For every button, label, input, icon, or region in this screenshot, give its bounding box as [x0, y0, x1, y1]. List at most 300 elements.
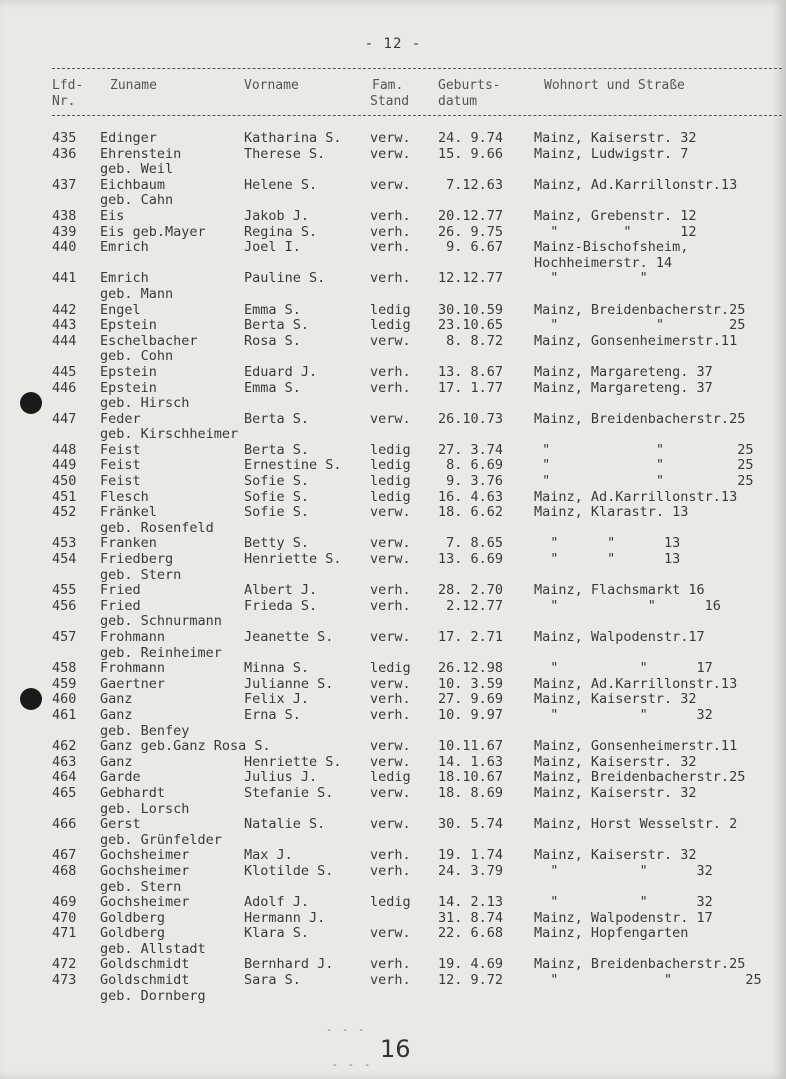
- record-number: 469: [52, 894, 77, 911]
- record-address: Mainz, Horst Wesselstr. 2: [534, 816, 738, 833]
- record-surname: Feist: [100, 457, 141, 474]
- record-surname: geb. Stern: [100, 566, 182, 583]
- record-surname: Ganz: [100, 753, 133, 770]
- record-status: verw.: [370, 145, 411, 162]
- record-status: verh.: [370, 207, 411, 224]
- list-item: [0, 833, 786, 849]
- record-birthdate: 14. 1.63: [438, 753, 504, 770]
- record-surname: Ehrenstein: [100, 145, 182, 162]
- record-surname: Goldberg: [100, 925, 166, 942]
- header-rule-top: [52, 68, 782, 69]
- record-surname: Feder: [100, 410, 141, 427]
- record-birthdate: 16. 4.63: [438, 488, 504, 505]
- record-birthdate: 8. 6.69: [438, 457, 504, 474]
- record-firstname: Rosa S.: [244, 332, 301, 349]
- record-address: Mainz, Breidenbacherstr.25: [534, 769, 746, 786]
- record-surname: Emrich: [100, 239, 149, 256]
- record-surname: geb. Hirsch: [100, 395, 190, 412]
- record-status: verh.: [370, 582, 411, 599]
- list-item: [0, 147, 786, 163]
- header-lfd: Lfd-: [52, 78, 84, 93]
- record-firstname: Albert J.: [244, 582, 318, 599]
- record-firstname: Julianne S.: [244, 675, 334, 692]
- record-surname: geb. Rosenfeld: [100, 519, 214, 536]
- record-firstname: Berta S.: [244, 441, 310, 458]
- record-surname: Epstein: [100, 317, 157, 334]
- record-birthdate: 15. 9.66: [438, 145, 504, 162]
- record-birthdate: 9. 6.67: [438, 239, 504, 256]
- list-item: [0, 739, 786, 755]
- record-birthdate: 18.10.67: [438, 769, 504, 786]
- record-birthdate: 19. 4.69: [438, 956, 504, 973]
- record-address: Mainz, Hopfengarten: [534, 925, 689, 942]
- record-firstname: Berta S.: [244, 410, 310, 427]
- record-address: Mainz, Ad.Karrillonstr.13: [534, 176, 738, 193]
- list-item: [0, 599, 786, 615]
- list-item: [0, 396, 786, 412]
- record-surname: Eis: [100, 207, 125, 224]
- record-address: Mainz, Breidenbacherstr.25: [534, 301, 746, 318]
- record-firstname: Therese S.: [244, 145, 326, 162]
- list-item: [0, 178, 786, 194]
- record-surname: Gochsheimer: [100, 894, 190, 911]
- list-item: [0, 412, 786, 428]
- punch-hole: [20, 688, 42, 710]
- record-status: verw.: [370, 629, 411, 645]
- record-surname: Garde: [100, 769, 141, 786]
- record-surname: Goldberg: [100, 909, 166, 926]
- list-item: [0, 692, 786, 708]
- record-address: " " 13: [534, 551, 681, 568]
- list-item: [0, 942, 786, 958]
- record-birthdate: 13. 6.69: [438, 551, 504, 568]
- record-surname: geb. Cahn: [100, 192, 174, 209]
- record-firstname: Max J.: [244, 847, 293, 864]
- record-birthdate: 18. 6.62: [438, 504, 504, 521]
- record-number: 459: [52, 675, 77, 692]
- footer-mark: - - -: [326, 1025, 367, 1036]
- record-firstname: Frieda S.: [244, 597, 318, 614]
- record-firstname: Pauline S.: [244, 270, 326, 287]
- record-address: " " 25: [534, 473, 754, 490]
- list-item: [0, 989, 786, 1005]
- record-address: " " 25: [534, 972, 762, 989]
- list-item: [0, 770, 786, 786]
- record-number: 438: [52, 207, 77, 224]
- record-number: 460: [52, 691, 77, 708]
- record-firstname: Sofie S.: [244, 504, 310, 521]
- list-item: [0, 895, 786, 911]
- record-number: 462: [52, 738, 77, 755]
- record-number: 442: [52, 301, 77, 318]
- record-number: 464: [52, 769, 77, 786]
- record-surname: geb. Schnurmann: [100, 613, 222, 630]
- list-item: [0, 848, 786, 864]
- record-address: Mainz, Ad.Karrillonstr.13: [534, 488, 738, 505]
- record-number: 467: [52, 847, 77, 864]
- record-firstname: Eduard J.: [244, 363, 318, 380]
- record-firstname: Jeanette S.: [244, 629, 334, 645]
- record-address: " " 32: [534, 894, 713, 911]
- record-number: 463: [52, 753, 77, 770]
- record-surname: Epstein: [100, 363, 157, 380]
- list-item: [0, 708, 786, 724]
- record-birthdate: 17. 2.71: [438, 629, 504, 645]
- record-birthdate: 31. 8.74: [438, 909, 504, 926]
- record-firstname: Felix J.: [244, 691, 310, 708]
- header-geb-1: Geburts-: [438, 78, 501, 93]
- record-birthdate: 27. 3.74: [438, 441, 504, 458]
- record-status: verw.: [370, 535, 411, 552]
- record-surname: geb. Grünfelder: [100, 831, 222, 848]
- record-surname: Fränkel: [100, 504, 157, 521]
- record-firstname: Regina S.: [244, 223, 318, 240]
- record-firstname: Klotilde S.: [244, 862, 334, 879]
- record-address: Mainz, Gonsenheimerstr.11: [534, 738, 738, 755]
- list-item: [0, 864, 786, 880]
- record-birthdate: 10. 3.59: [438, 675, 504, 692]
- record-firstname: Henriette S.: [244, 551, 342, 568]
- record-status: ledig: [370, 441, 411, 458]
- record-status: ledig: [370, 317, 411, 334]
- record-birthdate: 26. 9.75: [438, 223, 504, 240]
- record-firstname: Hermann J.: [244, 909, 326, 926]
- record-surname: Engel: [100, 301, 141, 318]
- record-surname: Gebhardt: [100, 784, 166, 801]
- record-number: 443: [52, 317, 77, 334]
- record-number: 435: [52, 130, 77, 146]
- record-address: " " 13: [534, 535, 681, 552]
- record-firstname: Betty S.: [244, 535, 310, 552]
- list-item: [0, 802, 786, 818]
- record-firstname: Klara S.: [244, 925, 310, 942]
- record-firstname: Jakob J.: [244, 207, 310, 224]
- record-birthdate: 23.10.65: [438, 317, 504, 334]
- list-item: [0, 957, 786, 973]
- record-number: 465: [52, 784, 77, 801]
- record-number: 439: [52, 223, 77, 240]
- record-firstname: Helene S.: [244, 176, 318, 193]
- list-item: [0, 318, 786, 334]
- record-number: 452: [52, 504, 77, 521]
- record-firstname: Julius J.: [244, 769, 318, 786]
- record-status: ledig: [370, 769, 411, 786]
- record-firstname: Natalie S.: [244, 816, 326, 833]
- list-item: [0, 786, 786, 802]
- list-item: [0, 505, 786, 521]
- record-firstname: Stefanie S.: [244, 784, 334, 801]
- record-number: 468: [52, 862, 77, 879]
- record-address: " " 25: [534, 317, 746, 334]
- list-item: [0, 225, 786, 241]
- list-item: [0, 973, 786, 989]
- record-firstname: Joel I.: [244, 239, 301, 256]
- record-address: " " 25: [534, 457, 754, 474]
- record-status: ledig: [370, 473, 411, 490]
- record-number: 454: [52, 551, 77, 568]
- record-number: 449: [52, 457, 77, 474]
- record-status: verw.: [370, 675, 411, 692]
- record-surname: Flesch: [100, 488, 149, 505]
- record-number: 456: [52, 597, 77, 614]
- header-wohnort: Wohnort und Straße: [544, 78, 685, 93]
- record-birthdate: 12. 9.72: [438, 972, 504, 989]
- header-rule-bottom: [52, 115, 782, 116]
- record-firstname: Sofie S.: [244, 488, 310, 505]
- record-number: 453: [52, 535, 77, 552]
- list-item: [0, 271, 786, 287]
- record-address: " " 12: [534, 223, 697, 240]
- record-status: verh.: [370, 597, 411, 614]
- record-firstname: Bernhard J.: [244, 956, 334, 973]
- record-birthdate: 30.10.59: [438, 301, 504, 318]
- record-firstname: Sara S.: [244, 972, 301, 989]
- list-item: [0, 365, 786, 381]
- record-number: 473: [52, 972, 77, 989]
- record-status: verw.: [370, 410, 411, 427]
- record-address: Mainz, Margareteng. 37: [534, 363, 713, 380]
- record-surname: Frohmann: [100, 629, 166, 645]
- record-surname: geb. Mann: [100, 285, 174, 302]
- list-item: [0, 568, 786, 584]
- record-address: Mainz, Kaiserstr. 32: [534, 784, 697, 801]
- record-surname: Epstein: [100, 379, 157, 396]
- record-firstname: Henriette S.: [244, 753, 342, 770]
- record-number: 441: [52, 270, 77, 287]
- record-status: verh.: [370, 847, 411, 864]
- list-item: [0, 162, 786, 178]
- record-number: 455: [52, 582, 77, 599]
- record-address: Mainz, Breidenbacherstr.25: [534, 956, 746, 973]
- list-item: [0, 349, 786, 365]
- list-item: [0, 880, 786, 896]
- record-birthdate: 9. 3.76: [438, 473, 504, 490]
- record-birthdate: 24. 9.74: [438, 130, 504, 146]
- record-status: verw.: [370, 130, 411, 146]
- record-status: verh.: [370, 379, 411, 396]
- record-surname: Eichbaum: [100, 176, 166, 193]
- record-address: Mainz, Klarastr. 13: [534, 504, 689, 521]
- record-surname: geb. Lorsch: [100, 800, 190, 817]
- record-address: Mainz, Margareteng. 37: [534, 379, 713, 396]
- record-surname: Goldschmidt: [100, 956, 190, 973]
- record-number: 457: [52, 629, 77, 645]
- list-item: [0, 458, 786, 474]
- record-surname: Ganz: [100, 706, 133, 723]
- record-birthdate: 7.12.63: [438, 176, 504, 193]
- page-number: - 12 -: [364, 36, 422, 52]
- record-address: " " 16: [534, 597, 721, 614]
- punch-hole: [20, 392, 42, 414]
- record-birthdate: 10.11.67: [438, 738, 504, 755]
- record-status: ledig: [370, 894, 411, 911]
- list-item: [0, 193, 786, 209]
- record-surname: Feist: [100, 473, 141, 490]
- record-address: Mainz, Kaiserstr. 32: [534, 130, 697, 146]
- record-status: verh.: [370, 956, 411, 973]
- record-surname: Goldschmidt: [100, 972, 190, 989]
- record-status: verh.: [370, 239, 411, 256]
- record-birthdate: 28. 2.70: [438, 582, 504, 599]
- list-item: [0, 427, 786, 443]
- list-item: [0, 334, 786, 350]
- list-item: [0, 131, 786, 147]
- record-address: Mainz, Walpodenstr. 17: [534, 909, 713, 926]
- record-surname: Gochsheimer: [100, 862, 190, 879]
- record-birthdate: 26.12.98: [438, 660, 504, 677]
- record-number: 436: [52, 145, 77, 162]
- record-birthdate: 27. 9.69: [438, 691, 504, 708]
- record-surname: Gaertner: [100, 675, 166, 692]
- record-status: verh.: [370, 270, 411, 287]
- record-address: Mainz, Gonsenheimerstr.11: [534, 332, 738, 349]
- record-surname: Frohmann: [100, 660, 166, 677]
- record-address: Mainz, Kaiserstr. 32: [534, 847, 697, 864]
- header-zuname: Zuname: [110, 78, 157, 93]
- record-list: [0, 131, 786, 1004]
- list-item: [0, 817, 786, 833]
- record-status: verw.: [370, 176, 411, 193]
- record-status: verh.: [370, 972, 411, 989]
- list-item: [0, 755, 786, 771]
- record-surname: Fried: [100, 597, 141, 614]
- record-address: " " 32: [534, 706, 713, 723]
- record-firstname: Katharina S.: [244, 130, 342, 146]
- list-item: [0, 381, 786, 397]
- record-birthdate: 2.12.77: [438, 597, 504, 614]
- record-address: Mainz, Ludwigstr. 7: [534, 145, 689, 162]
- record-number: 461: [52, 706, 77, 723]
- record-birthdate: 8. 8.72: [438, 332, 504, 349]
- record-surname: geb. Weil: [100, 161, 174, 178]
- record-status: verh.: [370, 223, 411, 240]
- record-surname: Franken: [100, 535, 157, 552]
- list-item: [0, 240, 786, 256]
- record-surname: Friedberg: [100, 551, 174, 568]
- record-status: verw.: [370, 925, 411, 942]
- record-birthdate: 19. 1.74: [438, 847, 504, 864]
- record-birthdate: 30. 5.74: [438, 816, 504, 833]
- list-item: [0, 646, 786, 662]
- record-birthdate: 18. 8.69: [438, 784, 504, 801]
- record-address: Mainz-Bischofsheim,: [534, 239, 689, 256]
- record-firstname: Emma S.: [244, 301, 301, 318]
- record-number: 472: [52, 956, 77, 973]
- record-birthdate: 14. 2.13: [438, 894, 504, 911]
- record-firstname: Adolf J.: [244, 894, 310, 911]
- record-firstname: Emma S.: [244, 379, 301, 396]
- record-birthdate: 26.10.73: [438, 410, 504, 427]
- record-firstname: Berta S.: [244, 317, 310, 334]
- record-number: 437: [52, 176, 77, 193]
- record-surname: geb. Kirschheimer: [100, 426, 239, 443]
- list-item: [0, 614, 786, 630]
- record-surname: Emrich: [100, 270, 149, 287]
- list-item: [0, 521, 786, 537]
- list-item: [0, 490, 786, 506]
- record-birthdate: 12.12.77: [438, 270, 504, 287]
- record-address: Mainz, Grebenstr. 12: [534, 207, 697, 224]
- record-status: verw.: [370, 551, 411, 568]
- record-birthdate: 13. 8.67: [438, 363, 504, 380]
- record-status: verw.: [370, 784, 411, 801]
- record-status: verw.: [370, 753, 411, 770]
- list-item: [0, 287, 786, 303]
- record-surname: geb. Reinheimer: [100, 644, 222, 661]
- record-status: verw.: [370, 816, 411, 833]
- list-item: [0, 911, 786, 927]
- header-vorname: Vorname: [244, 78, 299, 93]
- record-number: 447: [52, 410, 77, 427]
- record-number: 448: [52, 441, 77, 458]
- list-item: [0, 209, 786, 225]
- record-surname: geb. Dornberg: [100, 987, 206, 1004]
- list-item: [0, 583, 786, 599]
- record-number: 450: [52, 473, 77, 490]
- header-geb-2: datum: [438, 94, 478, 109]
- record-status: ledig: [370, 457, 411, 474]
- record-surname: Eschelbacher: [100, 332, 198, 349]
- record-birthdate: 7. 8.65: [438, 535, 504, 552]
- record-surname: Ganz geb.Ganz Rosa S.: [100, 738, 271, 755]
- record-status: ledig: [370, 488, 411, 505]
- record-status: verw.: [370, 332, 411, 349]
- record-status: verh.: [370, 691, 411, 708]
- list-item: [0, 724, 786, 740]
- record-surname: Ganz: [100, 691, 133, 708]
- record-birthdate: 22. 6.68: [438, 925, 504, 942]
- list-item: [0, 536, 786, 552]
- record-birthdate: 17. 1.77: [438, 379, 504, 396]
- record-surname: Eis geb.Mayer: [100, 223, 206, 240]
- list-item: [0, 256, 786, 272]
- record-status: ledig: [370, 301, 411, 318]
- record-status: verh.: [370, 706, 411, 723]
- record-status: verw.: [370, 504, 411, 521]
- record-number: 440: [52, 239, 77, 256]
- record-number: 470: [52, 909, 77, 926]
- record-number: 471: [52, 925, 77, 942]
- header-fam-2: Stand: [370, 94, 410, 109]
- record-address: Mainz, Kaiserstr. 32: [534, 691, 697, 708]
- footer-number: 16: [380, 1035, 411, 1063]
- header-nr: Nr.: [52, 94, 76, 109]
- record-surname: Gochsheimer: [100, 847, 190, 864]
- record-surname: geb. Stern: [100, 878, 182, 895]
- record-birthdate: 24. 3.79: [438, 862, 504, 879]
- record-number: 445: [52, 363, 77, 380]
- record-number: 446: [52, 379, 77, 396]
- record-birthdate: 20.12.77: [438, 207, 504, 224]
- record-surname: Feist: [100, 441, 141, 458]
- record-address: Mainz, Flachsmarkt 16: [534, 582, 705, 599]
- record-number: 466: [52, 816, 77, 833]
- record-address: " " 25: [534, 441, 754, 458]
- record-surname: geb. Cohn: [100, 348, 174, 365]
- header-fam-1: Fam.: [372, 78, 404, 93]
- record-number: 451: [52, 488, 77, 505]
- record-surname: geb. Allstadt: [100, 940, 206, 957]
- record-address: " " 32: [534, 862, 713, 879]
- record-number: 458: [52, 660, 77, 677]
- record-number: 444: [52, 332, 77, 349]
- list-item: [0, 443, 786, 459]
- record-address: " ": [534, 270, 648, 287]
- record-surname: Edinger: [100, 130, 157, 146]
- list-item: [0, 926, 786, 942]
- list-item: [0, 474, 786, 490]
- record-surname: Gerst: [100, 816, 141, 833]
